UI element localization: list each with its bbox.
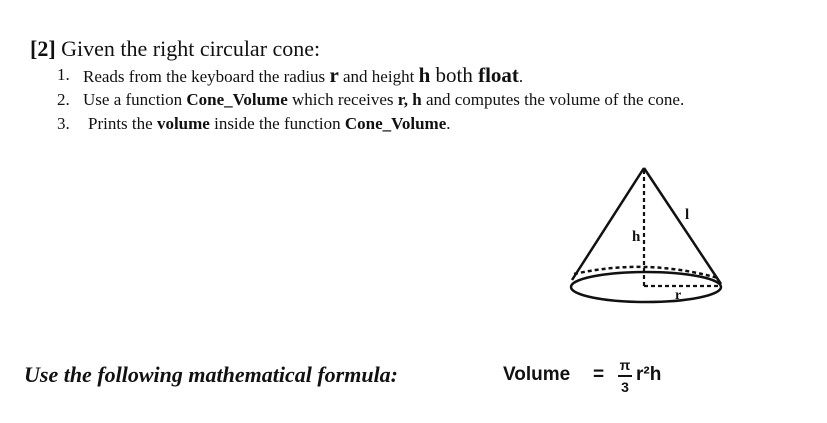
text-run: r	[329, 63, 339, 87]
text-run: Cone_Volume	[186, 90, 288, 109]
fraction-numerator: π	[619, 357, 631, 373]
text-run: Prints the	[88, 114, 157, 133]
text-run: which receives	[287, 90, 398, 109]
text-run: .	[446, 114, 451, 133]
text-run: Use a function	[83, 90, 187, 109]
question-heading	[30, 36, 320, 62]
text-run: and height	[338, 67, 419, 86]
text-run: h	[418, 63, 431, 87]
text-run: float	[478, 63, 519, 87]
cone-label-r: r	[675, 288, 682, 303]
formula-equals: =	[593, 364, 605, 385]
question-number: [2]	[30, 36, 56, 61]
list-item-text	[83, 89, 684, 111]
cone-diagram	[564, 160, 729, 310]
list-item-text	[88, 113, 451, 135]
cone-right-side	[644, 168, 721, 284]
text-run: both	[430, 63, 479, 87]
list-item-text	[83, 64, 523, 88]
cone-left-side	[572, 168, 644, 280]
formula-label: Use the following mathematical formula:	[24, 362, 399, 387]
list-item-number: 1.	[57, 65, 70, 84]
formula-fraction	[618, 357, 632, 395]
cone-label-h: h	[632, 229, 641, 245]
cone-label-l: l	[685, 207, 690, 223]
text-run: Reads from the keyboard the radius	[83, 67, 330, 86]
text-run: volume	[156, 114, 210, 133]
fraction-bar	[618, 375, 632, 377]
list-item-number: 2.	[57, 90, 70, 109]
text-run: .	[518, 67, 524, 86]
fraction-denominator: 3	[621, 378, 629, 395]
question-title: Given the right circular cone:	[55, 36, 321, 61]
text-run: r, h	[397, 90, 422, 109]
formula-rhs: r²h	[636, 364, 662, 385]
text-run: Cone_Volume	[344, 114, 447, 133]
text-run: inside the function	[209, 114, 345, 133]
list-item-number: 3.	[57, 114, 70, 133]
text-run: and computes the volume of the cone.	[421, 90, 685, 109]
formula-lhs: Volume	[503, 364, 571, 385]
